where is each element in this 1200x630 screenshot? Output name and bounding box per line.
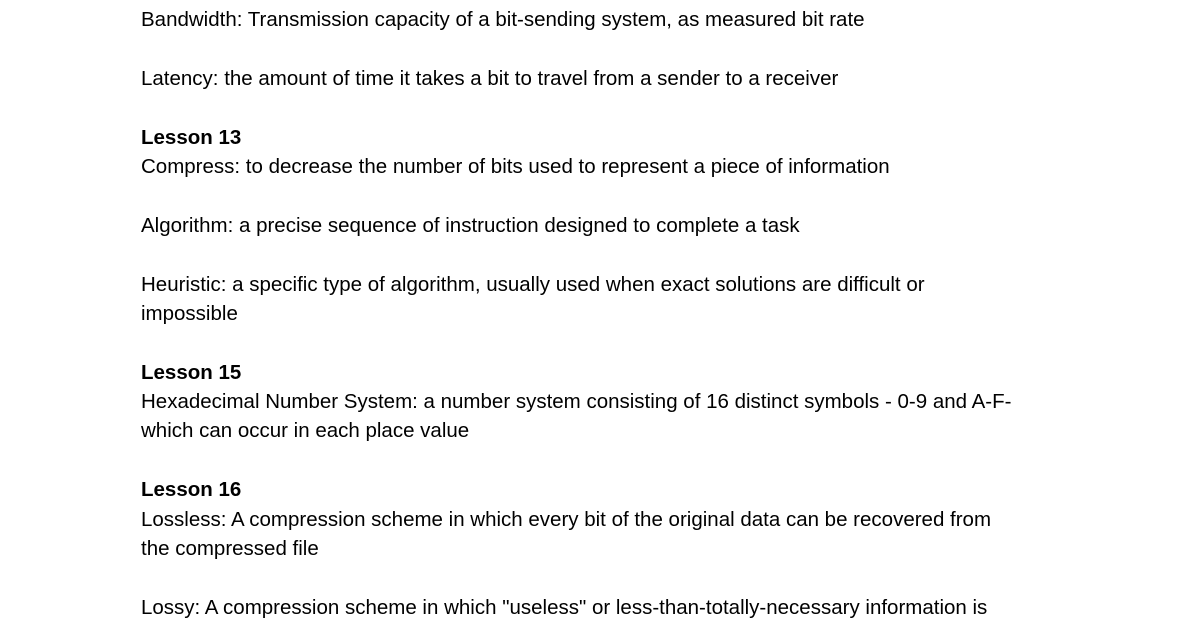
- definition-compress: Compress: to decrease the number of bits used to represent a piece of information: [141, 154, 890, 178]
- blank-line: [141, 328, 1081, 357]
- definition-hexadecimal-line-1: Hexadecimal Number System: a number system consisting of 16 distinct symbols - 0-9 and A-F-: [141, 390, 1012, 414]
- definition-lossless-line-2: the compressed file: [141, 537, 319, 561]
- definition-hexadecimal-line-2: which can occur in each place value: [141, 419, 470, 443]
- blank-line: [141, 181, 1081, 210]
- definition-latency: Latency: the amount of time it takes a bit to travel from a sender to a receiver: [141, 66, 839, 90]
- definition-bandwidth: Bandwidth: Transmission capacity of a bit-sending system, as measured bit rate: [141, 8, 865, 31]
- definition-algorithm: Algorithm: a precise sequence of instruction designed to complete a task: [141, 213, 800, 237]
- blank-line: [141, 446, 1081, 475]
- heading-lesson-13: Lesson 13: [141, 125, 242, 149]
- heading-lesson-15: Lesson 15: [141, 360, 242, 384]
- document-page: [141, 5, 1081, 622]
- definition-heuristic-line-1: Heuristic: a specific type of algorithm, usually used when exact solutions are difficult or: [141, 272, 925, 296]
- blank-line: [141, 240, 1081, 269]
- definition-lossy-line-1: Lossy: A compression scheme in which "useless" or less-than-totally-necessary information is: [141, 595, 988, 619]
- blank-line: [141, 563, 1081, 592]
- definition-heuristic-line-2: impossible: [141, 301, 238, 325]
- heading-lesson-16: Lesson 16: [141, 478, 242, 502]
- blank-line: [141, 93, 1081, 122]
- blank-line: [141, 34, 1081, 63]
- definition-lossless-line-1: Lossless: A compression scheme in which every bit of the original data can be recovered from: [141, 507, 992, 531]
